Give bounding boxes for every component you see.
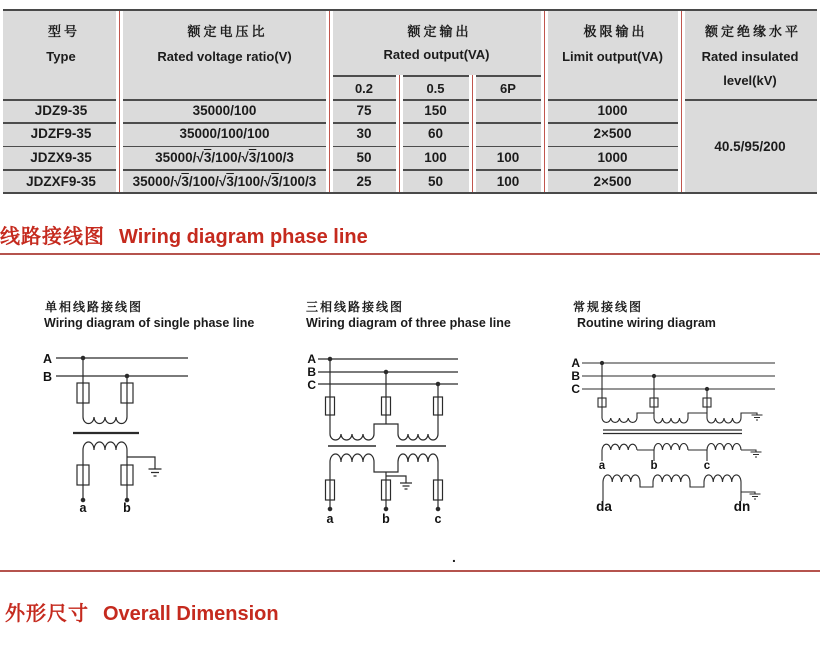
header-insulation-en2: level(kV)	[723, 73, 777, 88]
section-rule-dimension	[0, 570, 820, 572]
phase-label: A	[571, 356, 580, 370]
header-type-en: Type	[46, 49, 76, 64]
cell-insulation-level: 40.5/95/200	[714, 139, 786, 154]
header-type-zh: 型号	[47, 24, 80, 39]
terminal-label: b	[650, 460, 658, 472]
caption-three-phase-en: Wiring diagram of three phase line	[306, 316, 511, 330]
secondary-coil	[83, 442, 127, 450]
table-cell-o02-row2: 30	[356, 126, 372, 141]
junction-dot	[384, 370, 387, 373]
header-ratio-zh: 额定电压比	[187, 24, 268, 39]
phase-label: B	[42, 370, 52, 384]
table-cell-ratio-row2: 35000/100/100	[179, 126, 270, 141]
section-title-dimension	[5, 597, 279, 626]
header-output-zh: 额定输出	[407, 24, 472, 39]
caption-single-phase-zh: 单相线路接线图	[45, 300, 144, 314]
phase-label: A	[307, 352, 316, 366]
terminal-label: c	[703, 460, 711, 472]
header-insulation-en1: Rated insulated	[701, 49, 799, 64]
terminal-dot	[328, 507, 331, 510]
terminal-label: a	[326, 512, 334, 526]
phase-bus-lines	[56, 358, 188, 376]
primary-coil	[83, 417, 127, 424]
junction-dot	[328, 357, 331, 360]
single-phase-diagram	[43, 352, 188, 515]
phase-bus-lines	[582, 363, 775, 389]
header-class-0.5: 0.5	[426, 81, 445, 96]
table-cell-type-row4: JDZXF9-35	[26, 173, 96, 189]
secondary-coil	[330, 454, 438, 472]
routine-diagram	[571, 356, 775, 514]
table-cell-o05-row3: 100	[424, 149, 447, 165]
caption-routine-zh: 常规接线图	[573, 300, 644, 314]
primary-drops	[602, 363, 707, 418]
terminal-label: a	[598, 460, 606, 472]
primary-coil	[330, 424, 438, 440]
junction-dot	[81, 356, 84, 359]
residual-coil-with-ground	[603, 475, 761, 501]
header-class-0.2: 0.2	[354, 81, 374, 96]
residual-terminal-label: da	[596, 499, 612, 514]
primary-coil-with-ground	[602, 413, 763, 423]
table-cell-o02-row3: 50	[356, 149, 372, 165]
terminal-label: a	[79, 501, 87, 515]
table-cell-o05-row2: 60	[427, 126, 444, 141]
table-cell-limit-row2: 2×500	[593, 126, 632, 141]
junction-dot	[652, 374, 655, 377]
table-cell-o02-row1: 75	[356, 103, 372, 118]
phase-label: A	[42, 352, 52, 366]
terminal-label: b	[382, 512, 390, 526]
section-title-wiring-en: Wiring diagram phase line	[119, 226, 368, 248]
phase-label: C	[307, 378, 316, 392]
junction-dot	[436, 382, 439, 385]
table-cell-limit-row4: 2×500	[593, 173, 632, 189]
junction-dot	[125, 374, 128, 377]
secondary-drops	[330, 462, 438, 509]
header-class-6p: 6P	[500, 81, 516, 96]
stray-period: .	[452, 549, 456, 565]
table-cell-type-row1: JDZ9-35	[34, 103, 88, 118]
caption-three-phase-zh: 三相线路接线图	[306, 300, 405, 314]
table-cell-ratio-row4: 35000/√3/100/√3/100/√3/100/3	[132, 173, 317, 189]
section-title-wiring-zh: 线路接线图	[0, 226, 105, 248]
table-cell-limit-row1: 1000	[597, 103, 628, 118]
table-cell-o02-row4: 25	[356, 173, 372, 189]
section-title-dimension-zh: 外形尺寸	[5, 603, 89, 625]
caption-routine-en: Routine wiring diagram	[577, 316, 716, 330]
header-output-en: Rated output(VA)	[383, 47, 490, 62]
three-phase-diagram	[307, 352, 458, 526]
header-limit-zh: 极限输出	[583, 24, 648, 39]
table-cell-ratio-row1: 35000/100	[192, 103, 257, 118]
header-limit-en: Limit output(VA)	[562, 49, 663, 64]
residual-terminal-label: dn	[733, 499, 751, 514]
table-cell-o05-row4: 50	[427, 173, 444, 189]
terminal-label: b	[123, 501, 131, 515]
table-cell-ratio-row3: 35000/√3/100/√3/100/3	[155, 149, 294, 165]
table-cell-o6p-row3: 100	[496, 149, 520, 165]
table-cell-o05-row1: 150	[424, 103, 447, 118]
header-insulation-zh: 额定绝缘水平	[704, 24, 801, 39]
section-title-dimension-en: Overall Dimension	[103, 603, 279, 625]
phase-label: C	[571, 382, 580, 396]
phase-label: B	[307, 365, 316, 379]
ground-icon	[127, 457, 162, 476]
secondary-coil-with-ground	[602, 444, 762, 457]
junction-dot	[600, 361, 603, 364]
ground-icon	[386, 476, 412, 489]
caption-single-phase-en: Wiring diagram of single phase line	[44, 316, 255, 330]
table-cell-type-row3: JDZX9-35	[30, 149, 92, 165]
core-bars	[603, 430, 742, 434]
header-ratio-en: Rated voltage ratio(V)	[157, 49, 292, 64]
phase-label: B	[571, 369, 580, 383]
table-cell-o6p-row4: 100	[496, 173, 520, 189]
table-cell-limit-row3: 1000	[597, 149, 628, 165]
terminal-label: c	[434, 512, 442, 526]
terminal-dot	[384, 507, 387, 510]
terminal-dot	[436, 507, 439, 510]
table-cell-type-row2: JDZF9-35	[30, 126, 92, 141]
junction-dot	[705, 387, 708, 390]
